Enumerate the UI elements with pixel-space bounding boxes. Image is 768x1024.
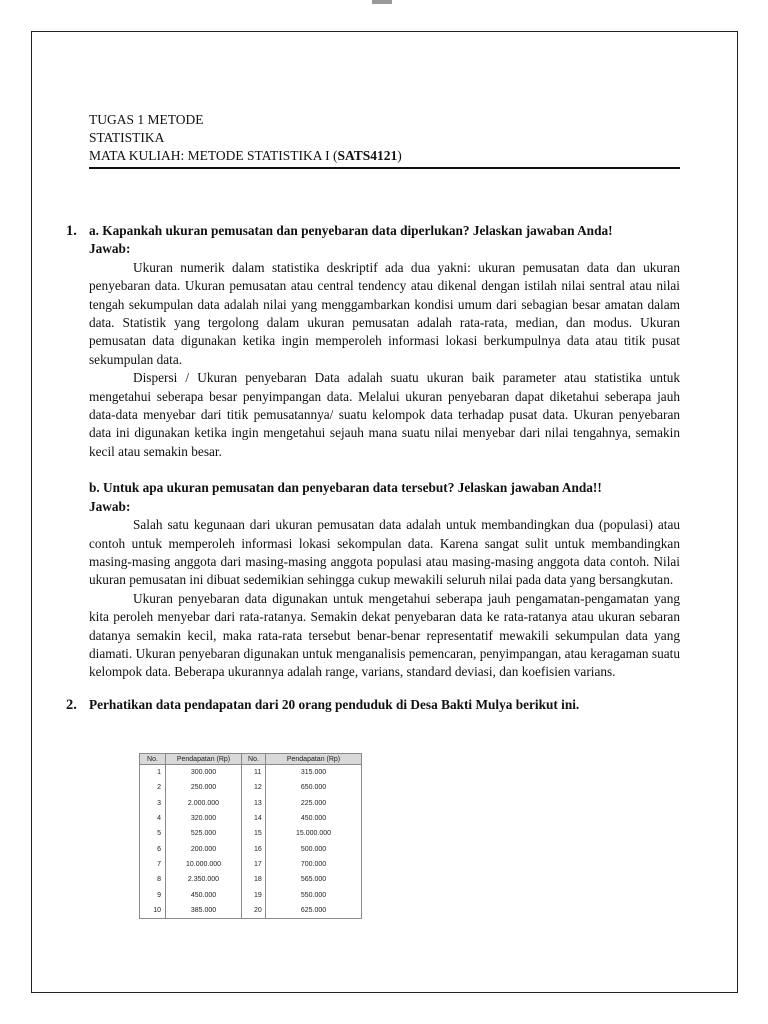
course-title: MATA KULIAH: METODE STATISTIKA I ( [89,148,338,163]
table-cell: 19 [242,887,266,902]
table-row [140,841,362,856]
column-header: No. [242,754,266,765]
header-line-3 [89,147,680,165]
answer-paragraph: Salah satu kegunaan dari ukuran pemusatan data adalah untuk membandingkan dua (populasi) atau contoh untuk memperoleh informasi lokasi sekompulan data. Karena sangat sulit untuk membandingkan masing-masing anggota dari masing-masing anggota populasi atau masing-masing anggota data contoh. Nilai ukuran pemusatan ini dibuat sedemikian sehingga cukup mewakili seluruh nilai pada data yang bersangkutan. [89,517,680,588]
table-cell: 300.000 [166,765,242,781]
table-cell: 16 [242,841,266,856]
question-2-text: Perhatikan data pendapatan dari 20 orang penduduk di Desa Bakti Mulya berikut ini. [89,696,580,712]
table-header-row [140,754,362,765]
table-body [140,765,362,919]
table-cell: 15 [242,826,266,841]
column-header: No. [140,754,166,765]
table-row [140,903,362,919]
question-1-a-heading [66,222,680,240]
question-1 [66,222,680,682]
header-line-2: STATISTIKA [89,130,165,145]
table-cell: 11 [242,765,266,781]
table-cell: 20 [242,903,266,919]
table-cell: 8 [140,872,166,887]
table-cell: 2 [140,780,166,795]
answer-paragraph: Ukuran numerik dalam statistika deskriptif ada dua yakni: ukuran pemusatan data dan ukuran penyebaran data. Ukuran pemusatan atau central tendency atau dikenal dengan istilah nilai sentral atau nilai tengah sekumpulan data adalah nilai yang menggambarkan kondisi umum dari sebagian besar amatan dalam data. Statistik yang tergolong dalam ukuran pemusatan adalah rata-rata, median, dan modus. Ukuran pemusatan data digunakan ketika ingin memperoleh informasi lokasi berkumpulnya data atau titik pusat sekumpulan data. [89,259,680,367]
question-1-b-text: b. Untuk apa ukuran pemusatan dan penyebaran data tersebut? Jelaskan jawaban Anda!! [89,480,602,496]
table-row [140,872,362,887]
document-body [66,222,680,714]
table-cell: 250.000 [166,780,242,795]
course-code: SATS4121 [337,148,398,163]
document-header [89,111,680,165]
table-cell: 200.000 [166,841,242,856]
table-cell: 6 [140,841,166,856]
table-cell: 17 [242,857,266,872]
table-cell: 450.000 [266,811,362,826]
table-cell: 15.000.000 [266,826,362,841]
table-cell: 7 [140,857,166,872]
table-cell: 10.000.000 [166,857,242,872]
table-cell: 525.000 [166,826,242,841]
table-cell: 625.000 [266,903,362,919]
header-divider [89,167,680,169]
course-suffix: ) [397,148,402,163]
table-cell: 10 [140,903,166,919]
table-cell: 5 [140,826,166,841]
table-row [140,811,362,826]
table-cell: 550.000 [266,887,362,902]
answer-paragraph: Dispersi / Ukuran penyebaran Data adalah suatu ukuran baik parameter atau statistika untuk mengetahui seberapa besar penyimpangan data. Melalui ukuran penyebaran dapat diketahui seberapa jauh data-data menyebar dari titik pemusatannya/ suatu kelompok data terhadap pusat data. Ukuran penyebaran data ini digunakan ketika ingin mengetahui sejauh mana suatu nilai menyebar dari nilai tengahnya, semakin kecil atau semakin besar. [89,370,680,459]
table-cell: 12 [242,780,266,795]
table-cell: 565.000 [266,872,362,887]
table-cell: 13 [242,796,266,811]
table-cell: 385.000 [166,903,242,919]
table-cell: 18 [242,872,266,887]
column-header: Pendapatan (Rp) [166,754,242,765]
table-cell: 4 [140,811,166,826]
table-cell: 320.000 [166,811,242,826]
question-1-a-text: a. Kapankah ukuran pemusatan dan penyebaran data diperlukan? Jelaskan jawaban Anda! [89,223,613,238]
answer-paragraph: Ukuran penyebaran data digunakan untuk mengetahui seberapa jauh pengamatan-pengamatan yang kita peroleh menyebar dari rata-ratanya. Semakin dekat penyebaran data ke rata-ratanya atau ukuran sebaran datanya semakin kecil, maka rata-rata tersebut benar-benar representatif mewakili sekumpulan data yang diamati. Ukuran penyebaran digunakan untuk menganalisis pemencaran, penyimpangan, atau keragaman suatu kelompok data. Beberapa ukurannya adalah range, varians, standard deviasi, dan koefisien varians. [89,590,680,680]
answer-label: Jawab: [89,241,131,257]
page-top-marker [372,0,392,4]
table-row [140,780,362,795]
table-cell: 2.350.000 [166,872,242,887]
table-row [140,826,362,841]
table-row [140,765,362,781]
question-number: 1. [66,223,77,239]
table-cell: 450.000 [166,887,242,902]
table-cell: 225.000 [266,796,362,811]
question-2-heading [66,696,680,714]
table-cell: 315.000 [266,765,362,781]
table-row [140,857,362,872]
question-number: 2. [66,696,77,713]
column-header: Pendapatan (Rp) [266,754,362,765]
answer-label: Jawab: [89,498,131,514]
table-cell: 2.000.000 [166,796,242,811]
table-cell: 700.000 [266,857,362,872]
table-cell: 500.000 [266,841,362,856]
table-cell: 14 [242,811,266,826]
table-row [140,887,362,902]
table-cell: 3 [140,796,166,811]
table-cell: 9 [140,887,166,902]
header-line-1: TUGAS 1 METODE [89,112,204,127]
table-row [140,796,362,811]
table-cell: 650.000 [266,780,362,795]
income-table [139,753,362,919]
table-cell: 1 [140,765,166,781]
